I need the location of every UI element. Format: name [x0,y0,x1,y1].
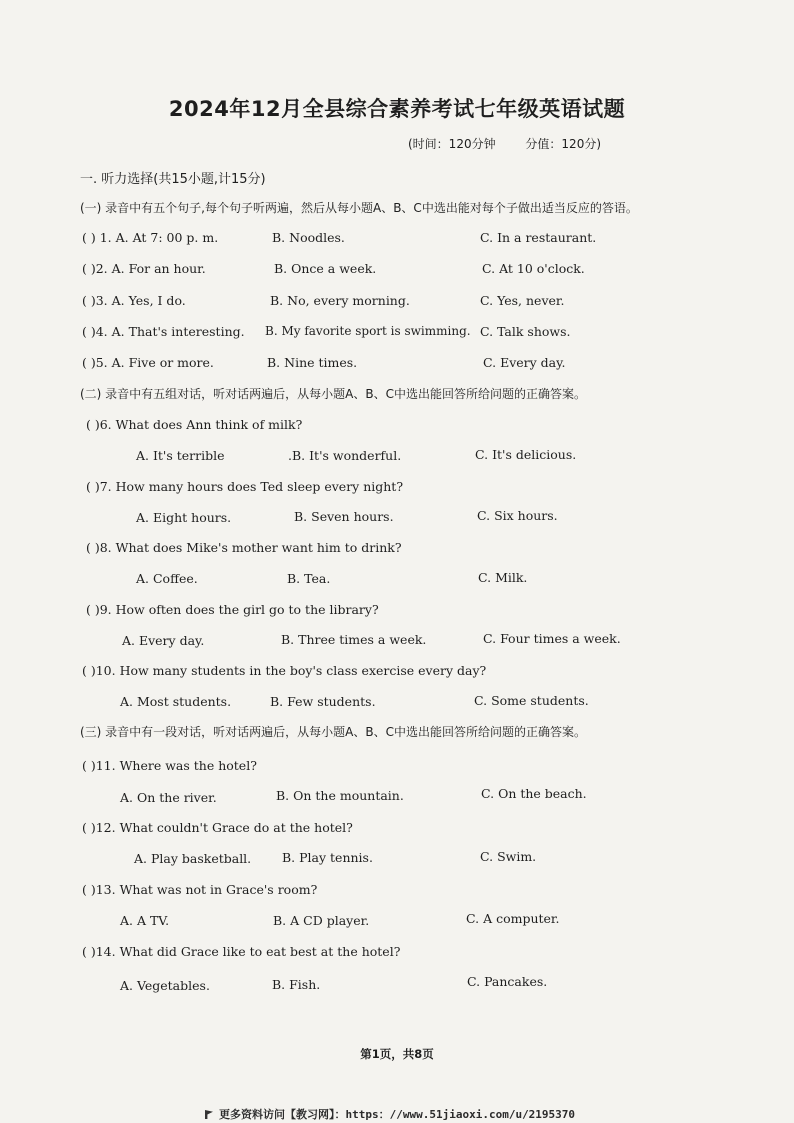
q14-option-b: B. Fish. [272,977,321,992]
q2-option-c: C. At 10 o'clock. [482,261,585,276]
promo-link[interactable] [205,1106,575,1122]
q3-option-b: B. No, every morning. [270,293,410,308]
exam-meta [408,135,627,152]
q7-option-b: B. Seven hours. [294,509,394,524]
q1-option-b: B. Noodles. [272,230,345,245]
q9-option-a: A. Every day. [122,633,205,648]
q4-option-b: B. My favorite sport is swimming. [265,324,471,338]
q1-option-c: C. In a restaurant. [480,230,597,245]
q6-option-b: .B. It's wonderful. [288,448,402,463]
q10-option-b: B. Few students. [270,694,376,709]
q6-stem: ( )6. What does Ann think of milk? [86,417,303,432]
q9-option-b: B. Three times a week. [281,632,427,647]
q1-stem: ( ) 1. A. At 7: 00 p. m. [82,230,219,245]
q4-option-c: C. Talk shows. [480,324,571,339]
q7-option-c: C. Six hours. [477,508,558,523]
q11-option-c: C. On the beach. [481,786,587,801]
q8-stem: ( )8. What does Mike's mother want him to drink? [86,540,402,555]
q11-option-a: A. On the river. [120,790,217,805]
q8-option-a: A. Coffee. [136,571,198,586]
q10-option-a: A. Most students. [120,694,232,709]
page-number: 第1页，共8页 [360,1047,434,1061]
q11-stem: ( )11. Where was the hotel? [82,758,257,773]
q2-option-b: B. Once a week. [274,261,377,276]
q13-option-b: B. A CD player. [273,913,370,928]
q8-option-c: C. Milk. [478,570,528,585]
q4-stem: ( )4. A. That's interesting. [82,324,245,339]
q14-option-a: A. Vegetables. [120,978,210,993]
q9-option-c: C. Four times a week. [483,631,621,646]
q3-stem: ( )3. A. Yes, I do. [82,293,186,308]
promo-text: 更多资料访问【教习网】：https：//www.51jiaoxi.com/u/2195370 [219,1108,576,1121]
flag-icon [205,1110,213,1119]
section-heading: 一. 听力选择(共15小题,计15分) [80,172,266,187]
q5-option-c: C. Every day. [483,355,566,370]
q11-option-b: B. On the mountain. [276,788,404,803]
q7-option-a: A. Eight hours. [136,510,232,525]
q14-option-c: C. Pancakes. [467,974,548,989]
q14-stem: ( )14. What did Grace like to eat best at the hotel? [82,944,401,959]
q12-option-b: B. Play tennis. [282,850,373,865]
q8-option-b: B. Tea. [287,571,331,586]
q9-stem: ( )9. How often does the girl go to the library? [86,602,379,617]
part3-instructions: (三) 录音中有一段对话，听对话两遍后，从每小题A、B、C中选出能回答所给问题的正确答案。 [80,725,587,739]
q13-option-c: C. A computer. [466,911,560,926]
part1-instructions: (一) 录音中有五个句子,每个句子听两遍，然后从每小题A、B、C中选出能对每个子做出适当反应的答语。 [80,201,638,215]
q5-stem: ( )5. A. Five or more. [82,355,214,370]
part2-instructions: (二) 录音中有五组对话，听对话两遍后，从每小题A、B、C中选出能回答所给问题的正确答案。 [80,387,587,401]
exam-time: (时间：120分钟 [408,137,496,151]
q12-option-a: A. Play basketball. [134,851,252,866]
q7-stem: ( )7. How many hours does Ted sleep every night? [86,479,404,494]
q10-option-c: C. Some students. [474,693,589,708]
page-title: 2024年12月全县综合素养考试七年级英语试题 [168,97,626,121]
q12-stem: ( )12. What couldn't Grace do at the hotel? [82,820,353,835]
q12-option-c: C. Swim. [480,849,537,864]
q10-stem: ( )10. How many students in the boy's class exercise every day? [82,663,487,678]
q6-option-a: A. It's terrible [136,448,225,463]
q13-option-a: A. A TV. [120,913,170,928]
q6-option-c: C. It's delicious. [475,447,577,462]
q5-option-b: B. Nine times. [267,355,358,370]
exam-score: 分值：120分) [525,137,602,151]
q3-option-c: C. Yes, never. [480,293,565,308]
q13-stem: ( )13. What was not in Grace's room? [82,882,318,897]
q2-stem: ( )2. A. For an hour. [82,261,206,276]
